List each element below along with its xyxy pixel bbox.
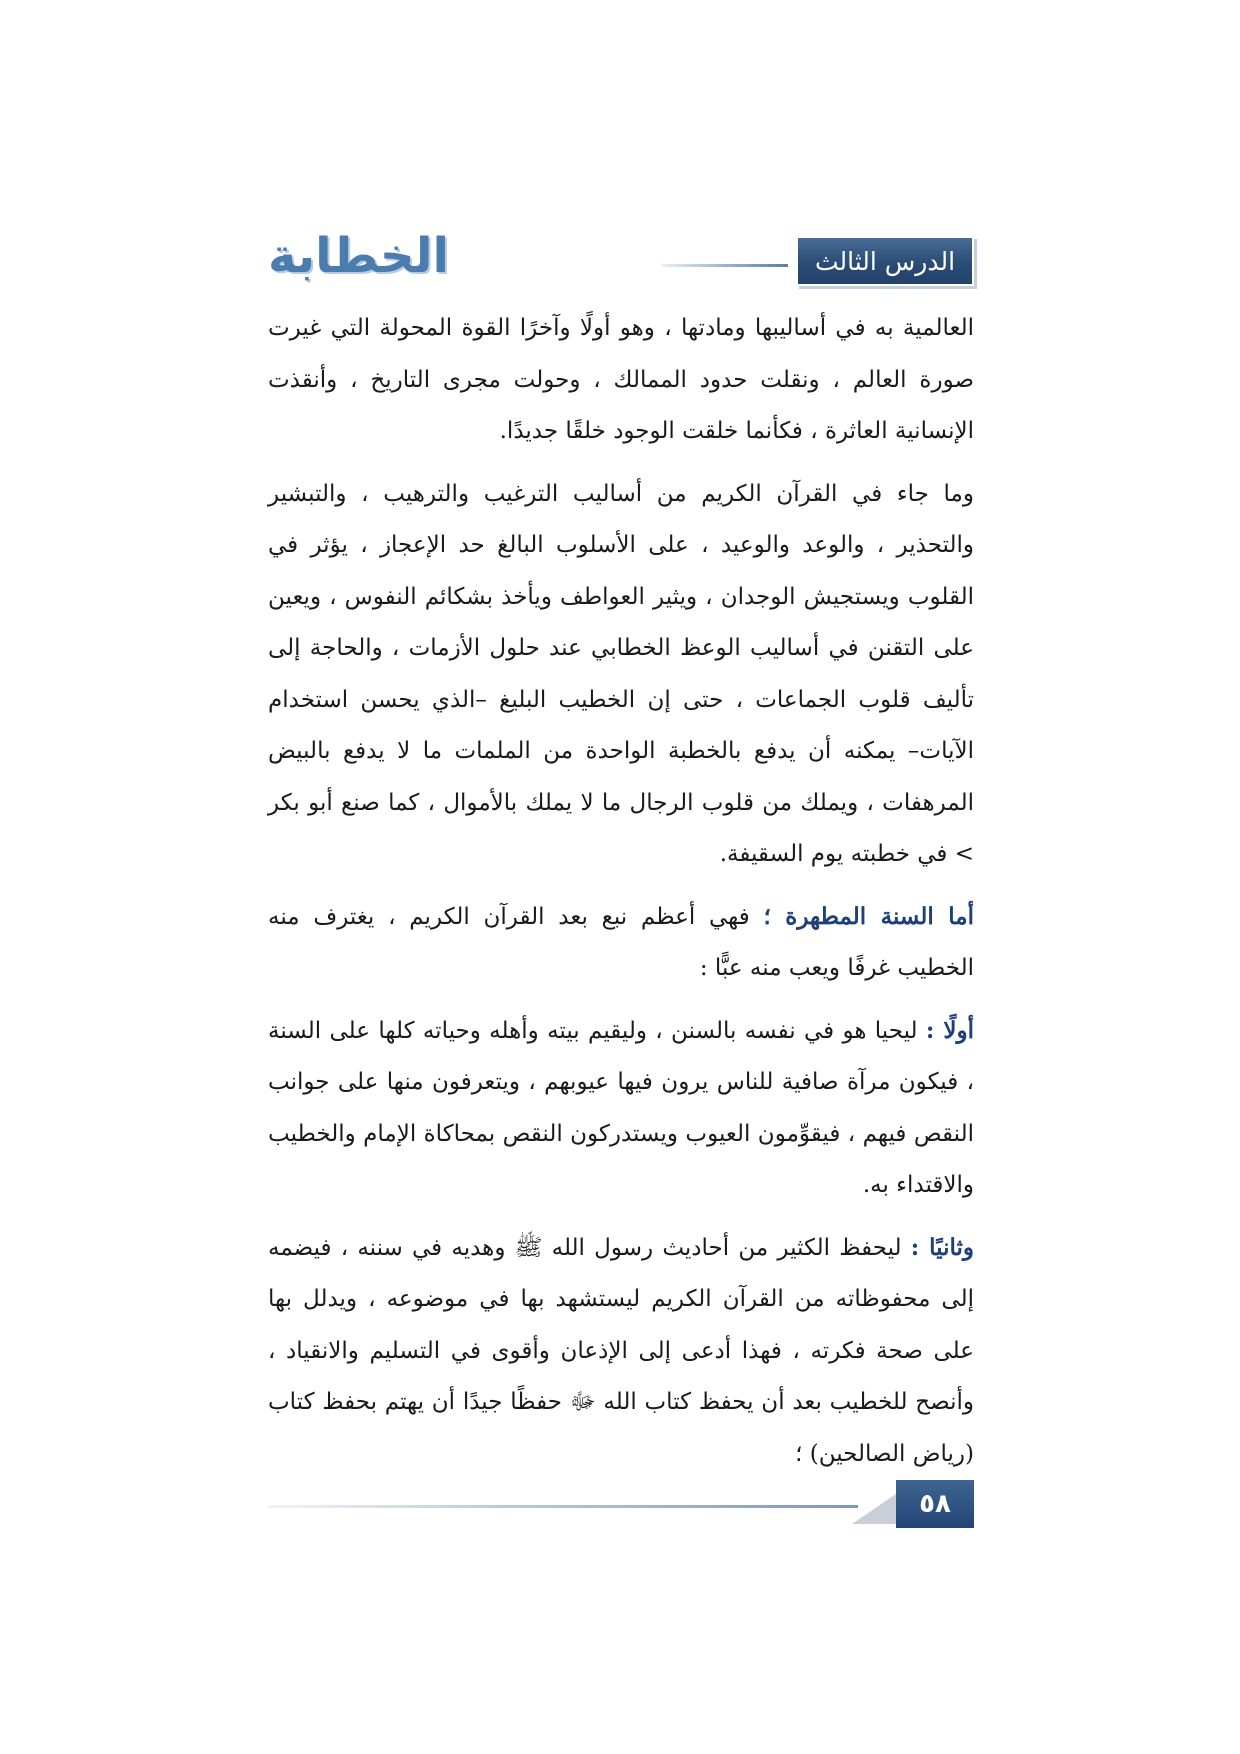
page-footer — [268, 1480, 974, 1530]
paragraph-lead: وثانيًا : — [910, 1233, 974, 1261]
paragraph — [268, 1005, 974, 1212]
paragraph — [268, 1222, 974, 1481]
paragraph-lead: أما السنة المطهرة ؛ — [763, 902, 974, 930]
paragraph-text: العالمية به في أساليبها ومادتها ، وهو أولًا وآخرًا القوة المحولة التي غيرت صورة العالم ، ونقلت حدود الممالك ، وحولت مجرى التاريخ ، وأنقذت الإنسانية العاثرة ، فكأنما خلقت الوجود خلقًا جديدًا. — [268, 315, 974, 444]
lesson-label: الدرس الثالث — [814, 246, 956, 276]
lesson-badge — [796, 236, 974, 286]
footer-divider — [268, 1505, 858, 1508]
paragraph-text: فهي أعظم نبع بعد القرآن الكريم ، يغترف منه الخطيب غرفًا ويعب منه عبًّا : — [268, 903, 974, 981]
page-number: ٥٨ — [896, 1480, 974, 1528]
header-divider — [662, 264, 788, 267]
paragraph — [268, 891, 974, 995]
page-header — [268, 228, 974, 292]
body-text — [268, 302, 974, 1467]
paragraph — [268, 302, 974, 458]
paragraph — [268, 468, 974, 881]
footer-shadow — [852, 1494, 896, 1524]
paragraph-lead: أولًا : — [925, 1016, 974, 1044]
chapter-title: الخطابة — [268, 228, 449, 284]
paragraph-text: ليحفظ الكثير من أحاديث رسول الله ﷺ وهديه في سننه ، فيضمه إلى محفوظاته من القرآن الكريم ليستشهد بها في موضوعه ، ويدلل بها على صحة فكرته ، فهذا أدعى إلى الإذعان وأقوى في التسليم والانقياد ، وأنصح للخطيب بعد أن يحفظ كتاب الله ﷻ حفظًا جيدًا أن يهتم بحفظ كتاب (رياض الصالحين) ؛ — [268, 1234, 974, 1467]
paragraph-text: ليحيا هو في نفسه بالسنن ، وليقيم بيته وأهله وحياته كلها على السنة ، فيكون مرآة صافية للناس يرون فيها عيوبهم ، ويتعرفون منها على جوانب النقص فيهم ، فيقوِّمون العيوب ويستدركون النقص بمحاكاة الإمام والخطيب والاقتداء به. — [268, 1017, 974, 1198]
paragraph-text: وما جاء في القرآن الكريم من أساليب الترغيب والترهيب ، والتبشير والتحذير ، والوعد والوعيد ، على الأسلوب البالغ حد الإعجاز ، يؤثر في القلوب ويستجيش الوجدان ، ويثير العواطف ويأخذ بشكائم النفوس ، ويعين على التقنن في أساليب الوعظ الخطابي عند حلول الأزمات ، والحاجة إلى تأليف قلوب الجماعات ، حتى إن الخطيب البليغ –الذي يحسن استخدام الآيات– يمكنه أن يدفع بالخطبة الواحدة من الملمات ما لا يدفع بالبيض المرهفات ، ويملك من قلوب الرجال ما لا يملك بالأموال ، كما صنع أبو بكر > في خطبته يوم السقيفة. — [268, 480, 974, 867]
